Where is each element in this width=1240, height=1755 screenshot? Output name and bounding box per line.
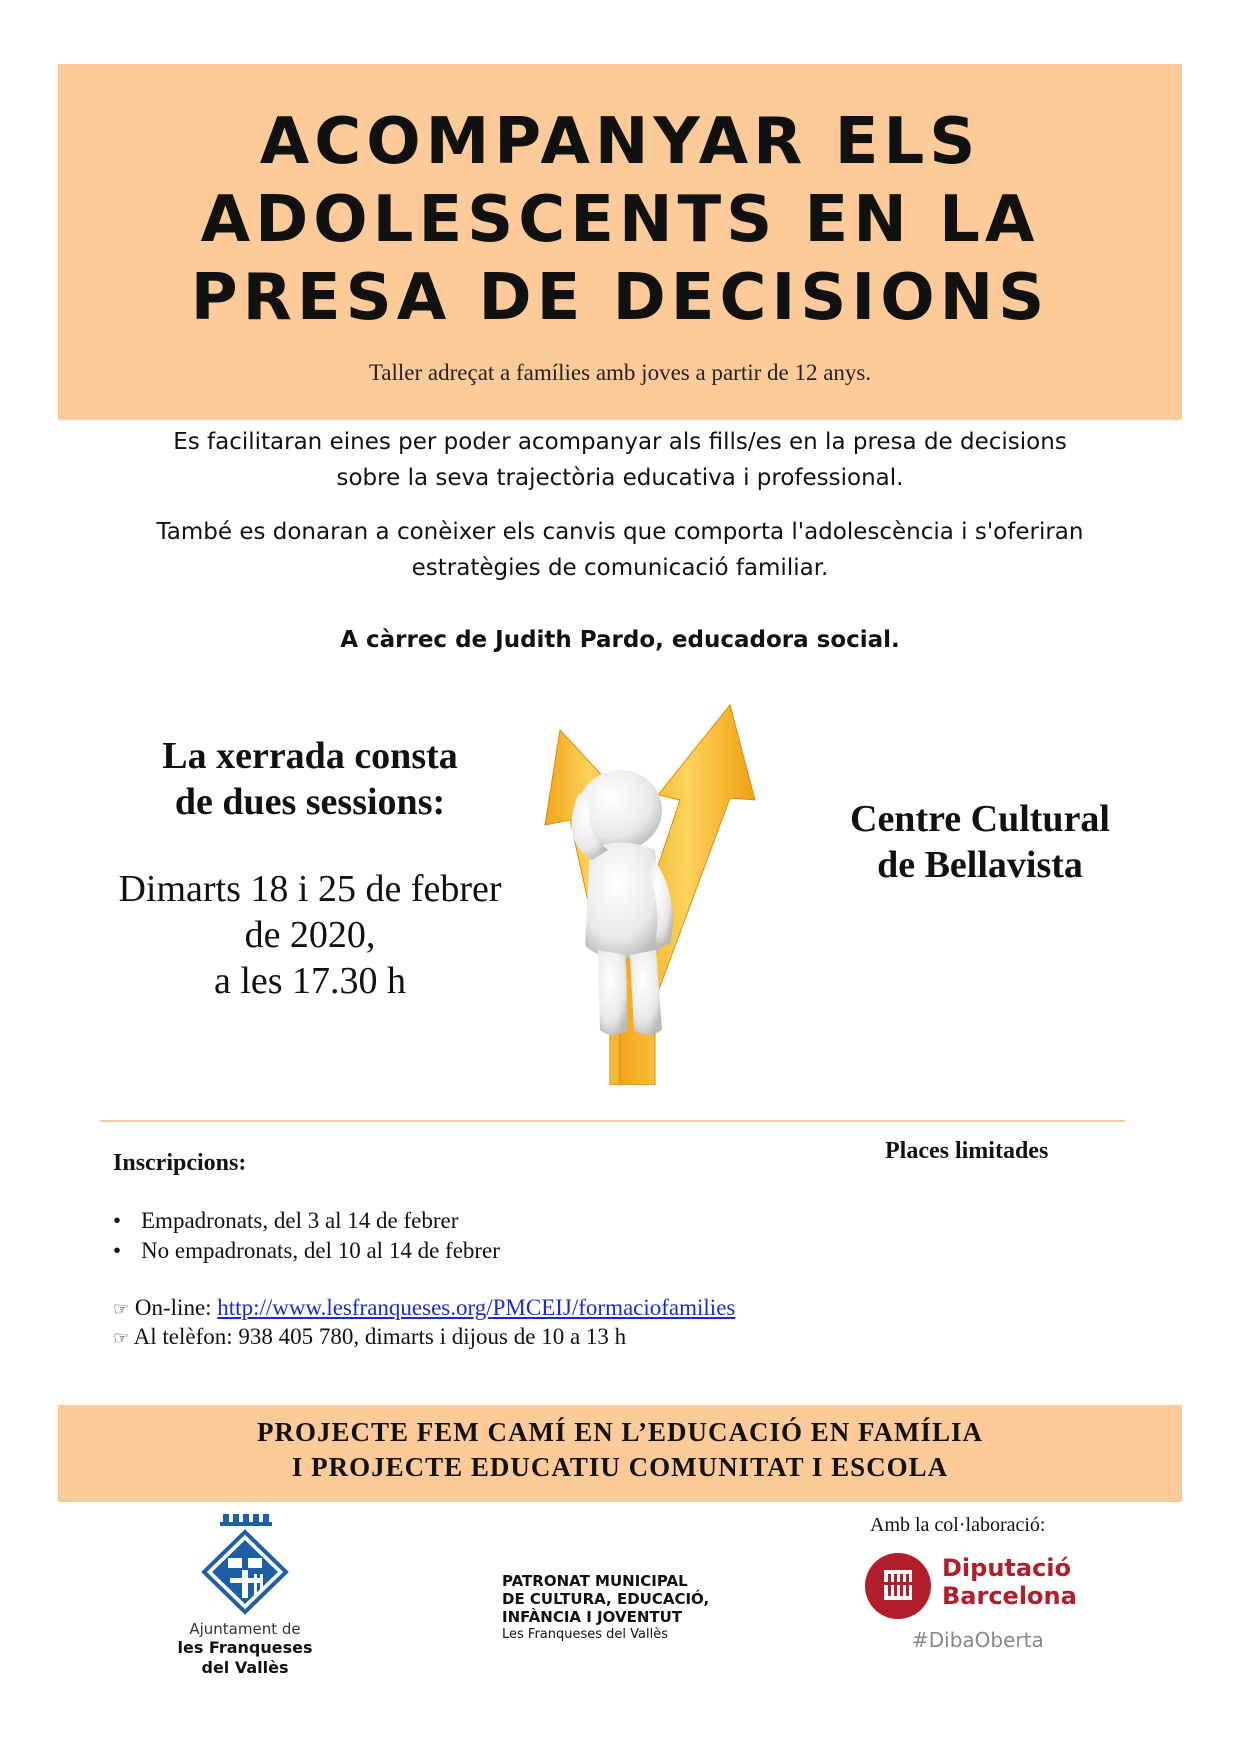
diputacio-seal-icon <box>864 1552 932 1620</box>
diba-hashtag: #DibaOberta <box>912 1628 1044 1652</box>
bullet-icon: • <box>113 1238 122 1263</box>
ajuntament-line1: Ajuntament de <box>189 1620 301 1638</box>
sessions-heading-line1: La xerrada consta <box>162 735 458 777</box>
ajuntament-crest-icon <box>198 1512 292 1616</box>
footer-line1: PROJECTE FEM CAMÍ EN L’EDUCACIÓ EN FAMÍLIA <box>256 1417 984 1447</box>
title-line-2: ADOLESCENTS EN LA <box>200 183 1040 257</box>
subtitle: Taller adreçat a famílies amb joves a partir de 12 anys. <box>368 360 872 385</box>
online-line <box>113 1293 735 1324</box>
sessions-heading-line2: de dues sessions: <box>174 781 446 823</box>
patronat-line2: DE CULTURA, EDUCACIÓ, <box>502 1590 710 1608</box>
pointing-hand-icon: ☞ <box>113 1328 130 1348</box>
phone-text: Al telèfon: 938 405 780, dimarts i dijous de 10 a 13 h <box>133 1324 627 1349</box>
patronat-logo <box>502 1572 709 1644</box>
section-divider <box>100 1120 1125 1122</box>
intro-para2-line2: estratègies de comunicació familiar. <box>411 555 829 581</box>
online-registration-link[interactable]: http://www.lesfranqueses.org/PMCEIJ/formaciofamilies <box>217 1295 736 1320</box>
online-label: On-line: <box>134 1295 218 1320</box>
ajuntament-line3: del Vallès <box>201 1658 289 1677</box>
places-limited: Places limitades <box>885 1138 1049 1164</box>
bullet-icon: • <box>113 1208 122 1233</box>
speaker-credit: A càrrec de Judith Pardo, educadora social. <box>340 627 900 653</box>
title-line-3: PRESA DE DECISIONS <box>190 261 1050 335</box>
intro-para1-line2: sobre la seva trajectòria educativa i professional. <box>336 465 904 491</box>
footer-line2: I PROJECTE EDUCATIU COMUNITAT I ESCOLA <box>291 1452 949 1482</box>
session-dates-line3: a les 17.30 h <box>213 960 407 1002</box>
session-dates-line1: Dimarts 18 i 25 de febrer <box>118 868 502 910</box>
ajuntament-line2: les Franqueses <box>177 1638 313 1657</box>
registration-bullet-2: No empadronats, del 10 al 14 de febrer <box>141 1238 500 1263</box>
venue-line2: de Bellavista <box>877 844 1083 886</box>
intro-para2-line1: També es donaran a conèixer els canvis que comporta l'adolescència i s'oferiran <box>156 519 1084 545</box>
list-item <box>113 1206 121 1236</box>
pointing-hand-icon: ☞ <box>113 1299 130 1319</box>
registration-heading: Inscripcions: <box>113 1150 247 1176</box>
phone-line <box>113 1322 626 1353</box>
list-item <box>113 1236 121 1266</box>
patronat-line1: PATRONAT MUNICIPAL <box>502 1572 688 1590</box>
diba-line2: Barcelona <box>942 1582 1077 1610</box>
patronat-line4: Les Franqueses del Vallès <box>502 1627 669 1642</box>
title-line-1: ACOMPANYAR ELS <box>259 105 981 179</box>
venue-line1: Centre Cultural <box>850 798 1110 840</box>
session-dates-line2: de 2020, <box>244 914 376 956</box>
person-figure <box>572 770 673 1035</box>
registration-bullet-1: Empadronats, del 3 al 14 de febrer <box>141 1208 459 1233</box>
intro-para1-line1: Es facilitaran eines per poder acompanyar als fills/es en la presa de decisions <box>173 429 1067 455</box>
patronat-line3: INFÀNCIA I JOVENTUT <box>502 1608 683 1626</box>
collaboration-label: Amb la col·laboració: <box>870 1514 1046 1536</box>
diba-line1: Diputació <box>942 1554 1072 1582</box>
crossroads-illustration <box>530 700 780 1085</box>
